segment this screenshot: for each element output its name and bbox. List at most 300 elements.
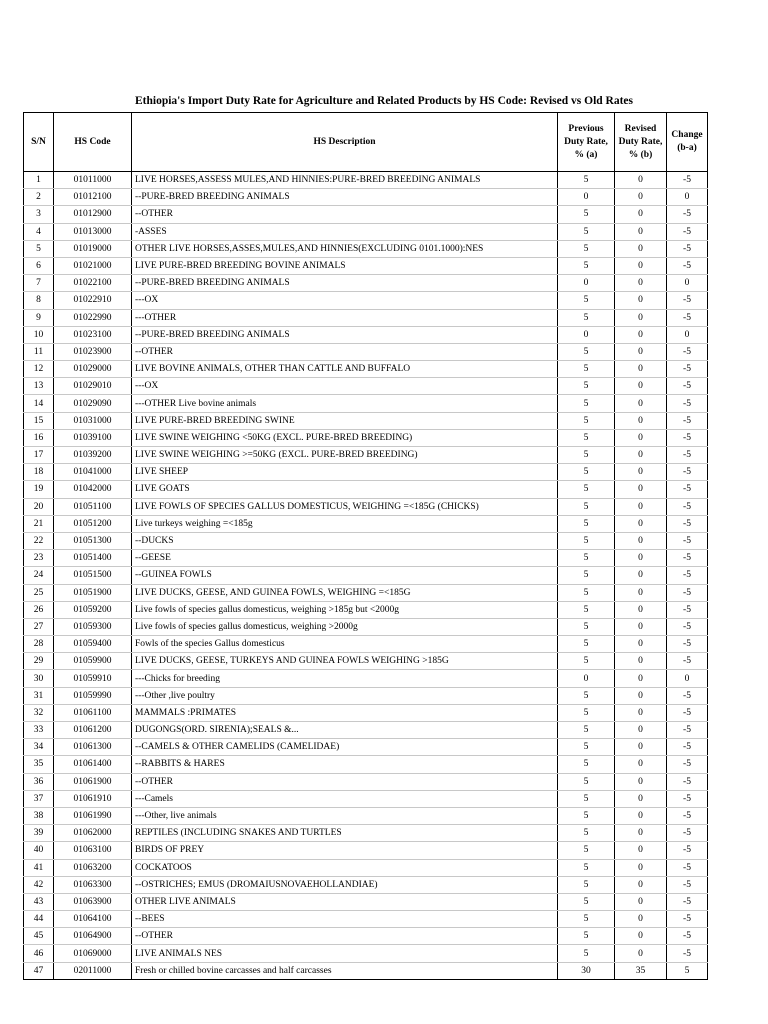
revised-rate-cell: 0 [615,223,667,240]
sn-cell: 19 [24,481,54,498]
description-cell: --BEES [132,911,558,928]
hs-code-cell: 01022100 [54,275,132,292]
table-row [24,807,708,824]
table-row [24,532,708,549]
sn-cell: 15 [24,412,54,429]
hs-code-cell: 01059910 [54,670,132,687]
hs-code-cell: 01061100 [54,704,132,721]
sn-cell: 14 [24,395,54,412]
description-cell: --GUINEA FOWLS [132,567,558,584]
change-cell: -5 [667,790,708,807]
revised-rate-cell: 0 [615,584,667,601]
revised-rate-cell: 0 [615,395,667,412]
description-cell: ---OX [132,378,558,395]
sn-cell: 20 [24,498,54,515]
change-cell: 5 [667,962,708,979]
description-cell: LIVE BOVINE ANIMALS, OTHER THAN CATTLE AND BUFFALO [132,361,558,378]
previous-rate-cell: 5 [558,223,615,240]
table-row [24,361,708,378]
description-cell: -ASSES [132,223,558,240]
change-cell: -5 [667,361,708,378]
previous-rate-cell: 5 [558,361,615,378]
hs-code-cell: 01011000 [54,172,132,189]
sn-cell: 40 [24,842,54,859]
previous-rate-cell: 5 [558,412,615,429]
change-cell: -5 [667,429,708,446]
previous-rate-cell: 5 [558,584,615,601]
change-cell: -5 [667,636,708,653]
change-cell: -5 [667,292,708,309]
previous-rate-cell: 5 [558,532,615,549]
revised-rate-cell: 0 [615,257,667,274]
hs-code-cell: 01063300 [54,876,132,893]
table-row [24,567,708,584]
revised-rate-cell: 0 [615,618,667,635]
previous-rate-cell: 5 [558,464,615,481]
table-row [24,550,708,567]
previous-rate-cell: 5 [558,928,615,945]
change-cell: 0 [667,326,708,343]
revised-rate-cell: 0 [615,378,667,395]
change-cell: -5 [667,928,708,945]
sn-cell: 35 [24,756,54,773]
previous-rate-cell: 5 [558,790,615,807]
table-row [24,756,708,773]
revised-rate-cell: 0 [615,945,667,962]
previous-rate-cell: 5 [558,206,615,223]
sn-cell: 18 [24,464,54,481]
change-cell: -5 [667,206,708,223]
table-row [24,223,708,240]
hs-code-cell: 01061300 [54,739,132,756]
description-cell: REPTILES (INCLUDING SNAKES AND TURTLES [132,825,558,842]
previous-rate-cell: 5 [558,842,615,859]
hs-code-cell: 01013000 [54,223,132,240]
previous-rate-cell: 5 [558,447,615,464]
revised-rate-cell: 0 [615,567,667,584]
table-row [24,722,708,739]
hs-code-cell: 01041000 [54,464,132,481]
revised-rate-cell: 0 [615,790,667,807]
header-sn: S/N [24,113,54,172]
previous-rate-cell: 5 [558,687,615,704]
hs-code-cell: 01051500 [54,567,132,584]
previous-rate-cell: 5 [558,704,615,721]
sn-cell: 6 [24,257,54,274]
table-row [24,292,708,309]
change-cell: 0 [667,670,708,687]
revised-rate-cell: 0 [615,773,667,790]
change-cell: -5 [667,945,708,962]
description-cell: --OTHER [132,206,558,223]
revised-rate-cell: 0 [615,343,667,360]
table-row [24,945,708,962]
sn-cell: 13 [24,378,54,395]
header-previous-line3: % (a) [574,149,598,160]
table-row [24,464,708,481]
change-cell: -5 [667,653,708,670]
change-cell: -5 [667,859,708,876]
previous-rate-cell: 5 [558,893,615,910]
description-cell: Fowls of the species Gallus domesticus [132,636,558,653]
table-row [24,618,708,635]
description-cell: --OTHER [132,343,558,360]
header-hs-description: HS Description [132,113,558,172]
description-cell: ---Camels [132,790,558,807]
hs-code-cell: 01051300 [54,532,132,549]
header-hs-code: HS Code [54,113,132,172]
table-row [24,911,708,928]
header-previous-line2: Duty Rate, [564,136,608,147]
description-cell: --OTHER [132,928,558,945]
table-row [24,429,708,446]
change-cell: -5 [667,756,708,773]
hs-code-cell: 01061990 [54,807,132,824]
hs-code-cell: 01029010 [54,378,132,395]
description-cell: Live turkeys weighing =<185g [132,515,558,532]
sn-cell: 4 [24,223,54,240]
sn-cell: 26 [24,601,54,618]
table-header-row [24,113,708,172]
revised-rate-cell: 0 [615,309,667,326]
sn-cell: 24 [24,567,54,584]
sn-cell: 39 [24,825,54,842]
previous-rate-cell: 5 [558,309,615,326]
hs-code-cell: 01061900 [54,773,132,790]
revised-rate-cell: 0 [615,601,667,618]
previous-rate-cell: 5 [558,945,615,962]
change-cell: -5 [667,825,708,842]
previous-rate-cell: 5 [558,240,615,257]
change-cell: -5 [667,481,708,498]
header-previous-rate [558,113,615,172]
sn-cell: 12 [24,361,54,378]
table-row [24,240,708,257]
description-cell: LIVE DUCKS, GEESE, AND GUINEA FOWLS, WEIGHING =<185G [132,584,558,601]
description-cell: Live fowls of species gallus domesticus, weighing >2000g [132,618,558,635]
sn-cell: 43 [24,893,54,910]
hs-code-cell: 01063100 [54,842,132,859]
revised-rate-cell: 0 [615,206,667,223]
table-row [24,739,708,756]
table-row [24,275,708,292]
revised-rate-cell: 0 [615,756,667,773]
revised-rate-cell: 0 [615,447,667,464]
sn-cell: 7 [24,275,54,292]
previous-rate-cell: 5 [558,773,615,790]
revised-rate-cell: 0 [615,172,667,189]
table-row [24,257,708,274]
header-change [667,113,708,172]
sn-cell: 36 [24,773,54,790]
description-cell: LIVE ANIMALS NES [132,945,558,962]
sn-cell: 11 [24,343,54,360]
sn-cell: 34 [24,739,54,756]
change-cell: -5 [667,876,708,893]
header-change-line2: (b-a) [677,143,697,153]
previous-rate-cell: 5 [558,172,615,189]
change-cell: 0 [667,189,708,206]
table-row [24,704,708,721]
change-cell: 0 [667,275,708,292]
revised-rate-cell: 0 [615,807,667,824]
description-cell: ---Other ,live poultry [132,687,558,704]
table-row [24,172,708,189]
revised-rate-cell: 0 [615,928,667,945]
description-cell: --GEESE [132,550,558,567]
header-change-line1: Change [671,130,703,140]
hs-code-cell: 01012100 [54,189,132,206]
hs-code-cell: 01061910 [54,790,132,807]
previous-rate-cell: 5 [558,876,615,893]
change-cell: -5 [667,257,708,274]
previous-rate-cell: 5 [558,807,615,824]
description-cell: COCKATOOS [132,859,558,876]
previous-rate-cell: 5 [558,911,615,928]
table-row [24,515,708,532]
previous-rate-cell: 5 [558,378,615,395]
hs-code-cell: 01039100 [54,429,132,446]
sn-cell: 45 [24,928,54,945]
sn-cell: 16 [24,429,54,446]
description-cell: LIVE HORSES,ASSESS MULES,AND HINNIES:PURE-BRED BREEDING ANIMALS [132,172,558,189]
change-cell: -5 [667,309,708,326]
revised-rate-cell: 0 [615,687,667,704]
sn-cell: 3 [24,206,54,223]
previous-rate-cell: 5 [558,756,615,773]
table-row [24,498,708,515]
hs-code-cell: 01059200 [54,601,132,618]
hs-code-cell: 01062000 [54,825,132,842]
sn-cell: 42 [24,876,54,893]
table-row [24,859,708,876]
change-cell: -5 [667,464,708,481]
revised-rate-cell: 0 [615,911,667,928]
hs-code-cell: 01063900 [54,893,132,910]
table-row [24,309,708,326]
change-cell: -5 [667,722,708,739]
sn-cell: 9 [24,309,54,326]
hs-code-cell: 01059300 [54,618,132,635]
change-cell: -5 [667,172,708,189]
revised-rate-cell: 0 [615,326,667,343]
sn-cell: 1 [24,172,54,189]
description-cell: LIVE PURE-BRED BREEDING SWINE [132,412,558,429]
hs-code-cell: 01029090 [54,395,132,412]
description-cell: --CAMELS & OTHER CAMELIDS (CAMELIDAE) [132,739,558,756]
sn-cell: 44 [24,911,54,928]
table-row [24,670,708,687]
revised-rate-cell: 0 [615,842,667,859]
change-cell: -5 [667,223,708,240]
hs-code-cell: 01039200 [54,447,132,464]
sn-cell: 37 [24,790,54,807]
table-row [24,876,708,893]
revised-rate-cell: 0 [615,739,667,756]
revised-rate-cell: 0 [615,653,667,670]
hs-code-cell: 01012900 [54,206,132,223]
description-cell: --PURE-BRED BREEDING ANIMALS [132,275,558,292]
previous-rate-cell: 5 [558,825,615,842]
previous-rate-cell: 5 [558,722,615,739]
previous-rate-cell: 0 [558,670,615,687]
table-row [24,481,708,498]
description-cell: Fresh or chilled bovine carcasses and half carcasses [132,962,558,979]
change-cell: -5 [667,687,708,704]
description-cell: LIVE SHEEP [132,464,558,481]
hs-code-cell: 01029000 [54,361,132,378]
sn-cell: 33 [24,722,54,739]
description-cell: LIVE DUCKS, GEESE, TURKEYS AND GUINEA FOWLS WEIGHING >185G [132,653,558,670]
description-cell: OTHER LIVE HORSES,ASSES,MULES,AND HINNIES(EXCLUDING 0101.1000):NES [132,240,558,257]
change-cell: -5 [667,550,708,567]
revised-rate-cell: 35 [615,962,667,979]
revised-rate-cell: 0 [615,859,667,876]
description-cell: ---OTHER Live bovine animals [132,395,558,412]
revised-rate-cell: 0 [615,532,667,549]
hs-code-cell: 01022910 [54,292,132,309]
description-cell: ---Other, live animals [132,807,558,824]
revised-rate-cell: 0 [615,722,667,739]
sn-cell: 31 [24,687,54,704]
table-row [24,378,708,395]
change-cell: -5 [667,515,708,532]
description-cell: MAMMALS :PRIMATES [132,704,558,721]
change-cell: -5 [667,343,708,360]
table-row [24,584,708,601]
revised-rate-cell: 0 [615,464,667,481]
hs-code-cell: 01051900 [54,584,132,601]
hs-code-cell: 01059990 [54,687,132,704]
hs-code-cell: 01064900 [54,928,132,945]
revised-rate-cell: 0 [615,498,667,515]
table-row [24,962,708,979]
sn-cell: 38 [24,807,54,824]
description-cell: LIVE GOATS [132,481,558,498]
header-revised-line2: Duty Rate, [618,136,663,147]
revised-rate-cell: 0 [615,704,667,721]
duty-rate-table [23,112,708,980]
sn-cell: 41 [24,859,54,876]
table-row [24,790,708,807]
hs-code-cell: 01064100 [54,911,132,928]
previous-rate-cell: 5 [558,567,615,584]
change-cell: -5 [667,378,708,395]
description-cell: LIVE SWINE WEIGHING <50KG (EXCL. PURE-BRED BREEDING) [132,429,558,446]
previous-rate-cell: 5 [558,343,615,360]
table-row [24,395,708,412]
previous-rate-cell: 5 [558,292,615,309]
change-cell: -5 [667,395,708,412]
hs-code-cell: 01051200 [54,515,132,532]
table-row [24,687,708,704]
change-cell: -5 [667,498,708,515]
previous-rate-cell: 5 [558,653,615,670]
sn-cell: 25 [24,584,54,601]
change-cell: -5 [667,807,708,824]
sn-cell: 21 [24,515,54,532]
table-row [24,773,708,790]
description-cell: LIVE SWINE WEIGHING >=50KG (EXCL. PURE-BRED BREEDING) [132,447,558,464]
revised-rate-cell: 0 [615,670,667,687]
hs-code-cell: 01063200 [54,859,132,876]
sn-cell: 46 [24,945,54,962]
hs-code-cell: 01022990 [54,309,132,326]
hs-code-cell: 01031000 [54,412,132,429]
previous-rate-cell: 5 [558,515,615,532]
description-cell: LIVE PURE-BRED BREEDING BOVINE ANIMALS [132,257,558,274]
header-revised-rate [615,113,667,172]
revised-rate-cell: 0 [615,292,667,309]
previous-rate-cell: 5 [558,618,615,635]
description-cell: Live fowls of species gallus domesticus, weighing >185g but <2000g [132,601,558,618]
change-cell: -5 [667,893,708,910]
hs-code-cell: 01059900 [54,653,132,670]
change-cell: -5 [667,842,708,859]
table-row [24,326,708,343]
previous-rate-cell: 0 [558,275,615,292]
change-cell: -5 [667,584,708,601]
revised-rate-cell: 0 [615,275,667,292]
change-cell: -5 [667,618,708,635]
previous-rate-cell: 5 [558,550,615,567]
revised-rate-cell: 0 [615,189,667,206]
revised-rate-cell: 0 [615,429,667,446]
revised-rate-cell: 0 [615,240,667,257]
sn-cell: 32 [24,704,54,721]
description-cell: --DUCKS [132,532,558,549]
sn-cell: 23 [24,550,54,567]
previous-rate-cell: 5 [558,395,615,412]
hs-code-cell: 01019000 [54,240,132,257]
header-revised-line3: % (b) [628,149,653,160]
description-cell: OTHER LIVE ANIMALS [132,893,558,910]
previous-rate-cell: 0 [558,189,615,206]
table-row [24,653,708,670]
revised-rate-cell: 0 [615,825,667,842]
change-cell: -5 [667,412,708,429]
sn-cell: 29 [24,653,54,670]
table-row [24,343,708,360]
previous-rate-cell: 5 [558,601,615,618]
document-title: Ethiopia's Import Duty Rate for Agriculture and Related Products by HS Code: Revised vs Old Rates [134,95,634,107]
revised-rate-cell: 0 [615,550,667,567]
revised-rate-cell: 0 [615,876,667,893]
revised-rate-cell: 0 [615,893,667,910]
sn-cell: 47 [24,962,54,979]
header-previous-line1: Previous [568,123,604,134]
change-cell: -5 [667,240,708,257]
hs-code-cell: 01023100 [54,326,132,343]
table-row [24,636,708,653]
previous-rate-cell: 5 [558,859,615,876]
sn-cell: 28 [24,636,54,653]
sn-cell: 2 [24,189,54,206]
table-row [24,842,708,859]
hs-code-cell: 01051400 [54,550,132,567]
sn-cell: 8 [24,292,54,309]
previous-rate-cell: 5 [558,481,615,498]
description-cell: BIRDS OF PREY [132,842,558,859]
table-row [24,189,708,206]
revised-rate-cell: 0 [615,412,667,429]
table-row [24,601,708,618]
previous-rate-cell: 5 [558,739,615,756]
change-cell: -5 [667,447,708,464]
description-cell: --OSTRICHES; EMUS (DROMAIUSNOVAEHOLLANDIAE) [132,876,558,893]
previous-rate-cell: 5 [558,498,615,515]
revised-rate-cell: 0 [615,361,667,378]
